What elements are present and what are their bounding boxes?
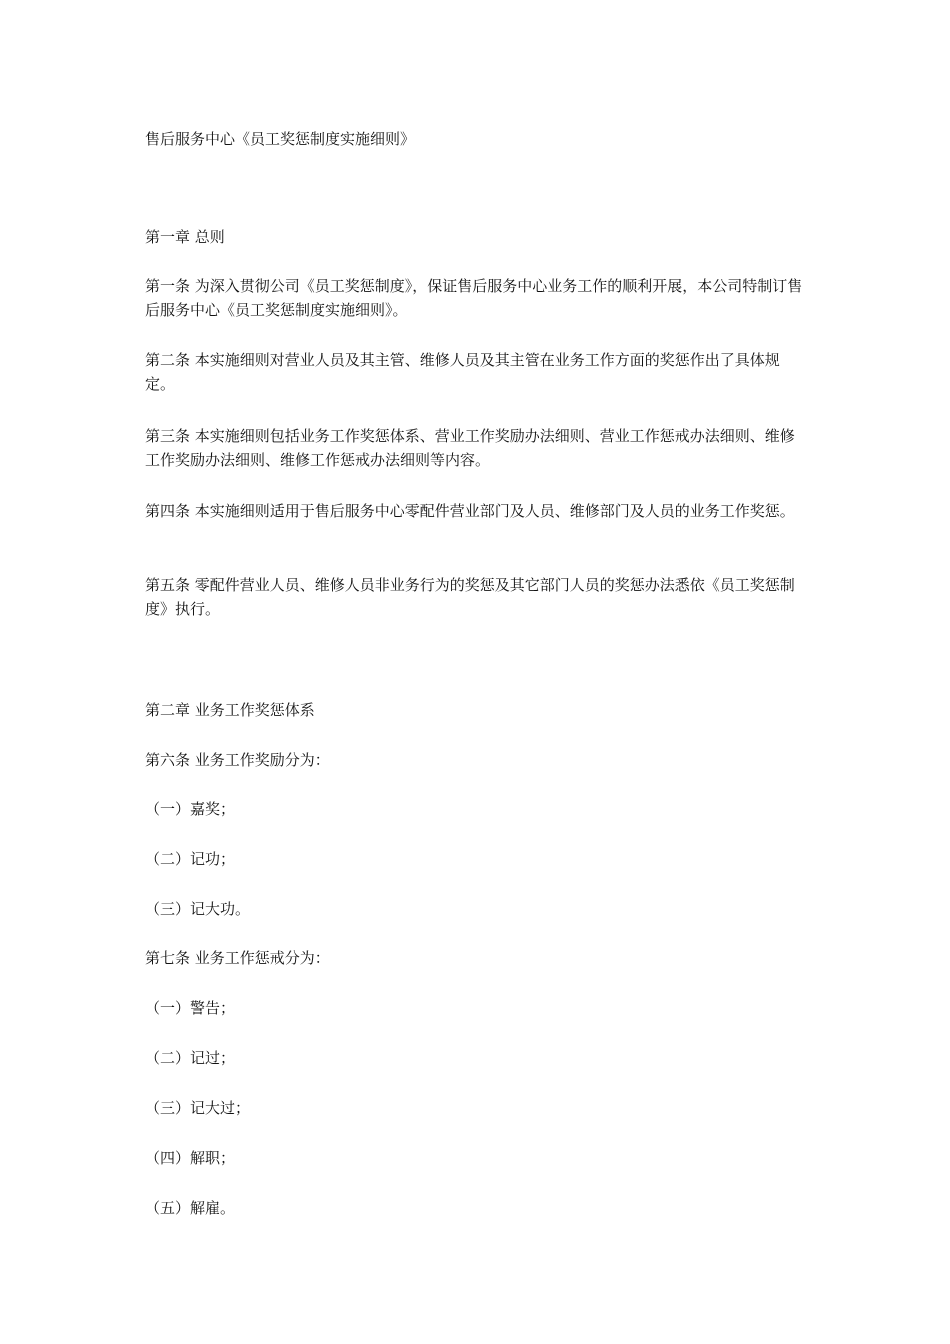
reward-item: （二）记功； <box>145 850 236 868</box>
article-3: 第三条 本实施细则包括业务工作奖惩体系、营业工作奖励办法细则、营业工作惩戒办法细则、维修工作奖励办法细则、维修工作惩戒办法细则等内容。 <box>145 427 795 469</box>
penalty-item: （四）解职； <box>145 1149 236 1167</box>
article-5: 第五条 零配件营业人员、维修人员非业务行为的奖惩及其它部门人员的奖惩办法悉依《员工奖惩制度》执行。 <box>145 576 795 618</box>
chapter-1-heading: 第一章 总则 <box>145 228 225 246</box>
reward-item: （一）嘉奖； <box>145 800 236 818</box>
reward-item: （三）记大功。 <box>145 900 251 918</box>
article-6: 第六条 业务工作奖励分为： <box>145 751 330 769</box>
penalty-item: （三）记大过； <box>145 1099 251 1117</box>
penalty-item: （一）警告； <box>145 999 236 1017</box>
chapter-2-heading: 第二章 业务工作奖惩体系 <box>145 701 315 719</box>
document-title: 售后服务中心《员工奖惩制度实施细则》 <box>145 130 416 148</box>
penalty-item: （五）解雇。 <box>145 1199 236 1217</box>
article-1: 第一条 为深入贯彻公司《员工奖惩制度》，保证售后服务中心业务工作的顺利开展，本公司特制订售后服务中心《员工奖惩制度实施细则》。 <box>145 277 803 319</box>
article-2: 第二条 本实施细则对营业人员及其主管、维修人员及其主管在业务工作方面的奖惩作出了具体规定。 <box>145 351 780 393</box>
article-4: 第四条 本实施细则适用于售后服务中心零配件营业部门及人员、维修部门及人员的业务工作奖惩。 <box>145 502 795 520</box>
article-7: 第七条 业务工作惩戒分为： <box>145 949 330 967</box>
penalty-item: （二）记过； <box>145 1049 236 1067</box>
